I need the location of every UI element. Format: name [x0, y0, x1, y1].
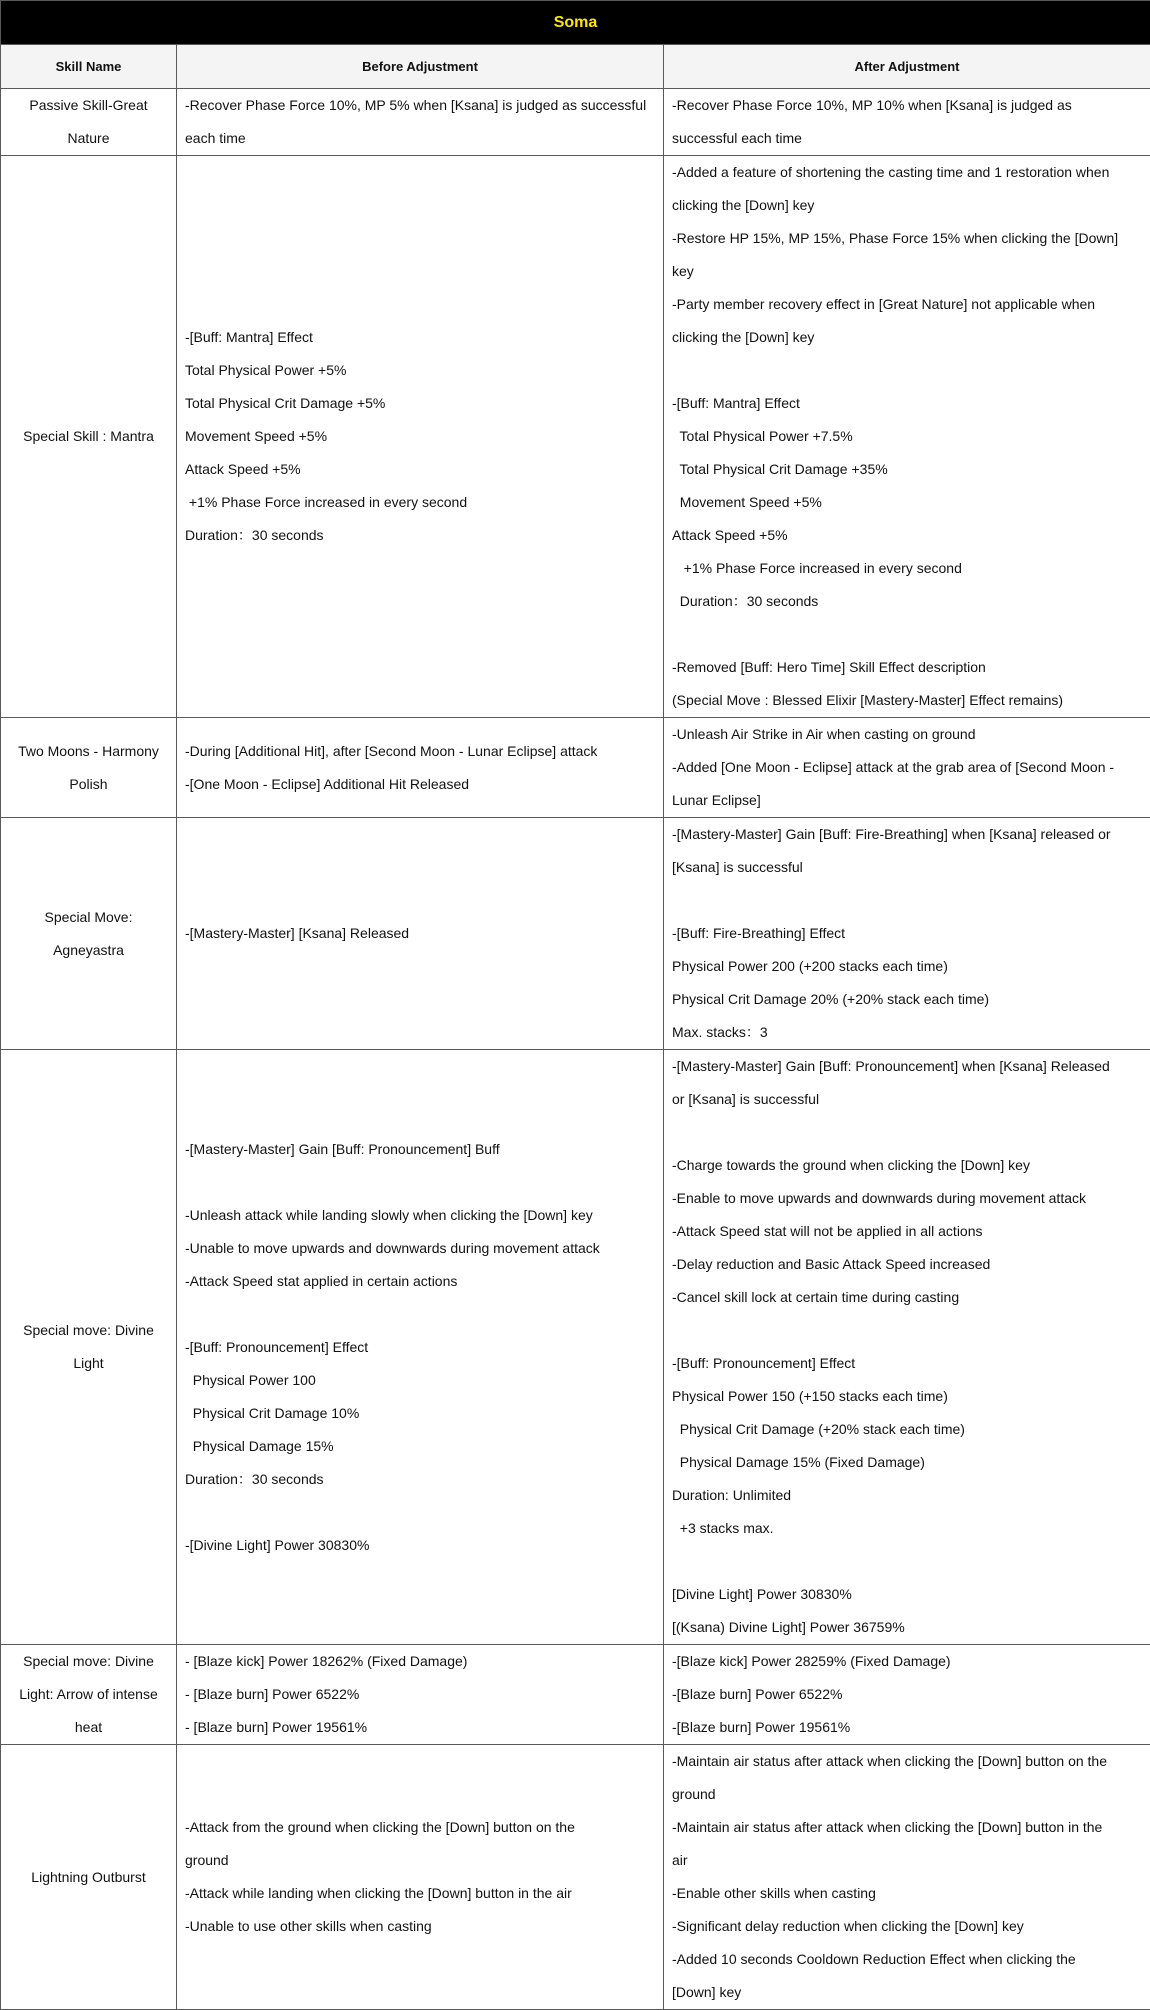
after-line: -[Blaze burn] Power 19561% [672, 1711, 1142, 1744]
table-row [1, 1050, 1150, 1645]
after-adjustment-cell [664, 89, 1150, 156]
before-line: Duration：30 seconds [185, 1463, 655, 1496]
after-line: Movement Speed +5% [672, 486, 1142, 519]
after-line: clicking the [Down] key [672, 189, 1142, 222]
skill-name-cell: Two Moons - Harmony Polish [1, 718, 177, 818]
before-line [185, 1298, 655, 1331]
before-line: Movement Speed +5% [185, 420, 655, 453]
after-line: [(Ksana) Divine Light] Power 36759% [672, 1611, 1142, 1644]
after-line [672, 618, 1142, 651]
after-adjustment-cell [664, 1050, 1150, 1645]
after-line: Total Physical Crit Damage +35% [672, 453, 1142, 486]
header-after-adjustment: After Adjustment [664, 45, 1150, 89]
skill-name-cell: Lightning Outburst [1, 1745, 177, 2010]
after-line [672, 354, 1142, 387]
after-line: -[Buff: Fire-Breathing] Effect [672, 917, 1142, 950]
table-row [1, 89, 1150, 156]
before-line: Physical Power 100 [185, 1364, 655, 1397]
before-line: Duration：30 seconds [185, 519, 655, 552]
before-line: Total Physical Crit Damage +5% [185, 387, 655, 420]
before-line: -Attack while landing when clicking the [Down] button in the air [185, 1877, 655, 1910]
after-line: or [Ksana] is successful [672, 1083, 1142, 1116]
skill-name-cell: Special Move: Agneyastra [1, 818, 177, 1050]
table-row [1, 1745, 1150, 2010]
after-line: -Enable to move upwards and downwards during movement attack [672, 1182, 1142, 1215]
before-line: -Attack from the ground when clicking the [Down] button on the [185, 1811, 655, 1844]
after-line: +1% Phase Force increased in every second [672, 552, 1142, 585]
after-line: key [672, 255, 1142, 288]
before-adjustment-cell [177, 1645, 664, 1745]
before-line: -Attack Speed stat applied in certain actions [185, 1265, 655, 1298]
after-line [672, 884, 1142, 917]
after-line: successful each time [672, 122, 1142, 155]
after-line [672, 1116, 1142, 1149]
before-adjustment-cell [177, 818, 664, 1050]
after-line: [Divine Light] Power 30830% [672, 1578, 1142, 1611]
table-row [1, 718, 1150, 818]
after-line: clicking the [Down] key [672, 321, 1142, 354]
after-line: Physical Damage 15% (Fixed Damage) [672, 1446, 1142, 1479]
before-line: each time [185, 122, 655, 155]
after-line: [Down] key [672, 1976, 1142, 2009]
after-line: -Added [One Moon - Eclipse] attack at the grab area of [Second Moon - [672, 751, 1142, 784]
after-line: Total Physical Power +7.5% [672, 420, 1142, 453]
before-line: -During [Additional Hit], after [Second Moon - Lunar Eclipse] attack [185, 735, 655, 768]
after-line: ground [672, 1778, 1142, 1811]
after-line: Duration: Unlimited [672, 1479, 1142, 1512]
after-adjustment-cell [664, 1645, 1150, 1745]
skill-rows [1, 89, 1150, 2010]
before-adjustment-cell [177, 89, 664, 156]
after-line: -Attack Speed stat will not be applied in all actions [672, 1215, 1142, 1248]
after-line: Physical Power 200 (+200 stacks each time) [672, 950, 1142, 983]
after-line: -Party member recovery effect in [Great Nature] not applicable when [672, 288, 1142, 321]
before-line: -[Mastery-Master] Gain [Buff: Pronouncement] Buff [185, 1133, 655, 1166]
after-line: -Charge towards the ground when clicking the [Down] key [672, 1149, 1142, 1182]
after-line: air [672, 1844, 1142, 1877]
skill-name-cell: Special Skill : Mantra [1, 156, 177, 718]
table-row [1, 156, 1150, 718]
title-row [1, 1, 1150, 45]
before-adjustment-cell [177, 1050, 664, 1645]
after-line: -Removed [Buff: Hero Time] Skill Effect description [672, 651, 1142, 684]
before-line: -Unable to move upwards and downwards during movement attack [185, 1232, 655, 1265]
after-line: -Added a feature of shortening the casting time and 1 restoration when [672, 156, 1142, 189]
before-line [185, 1496, 655, 1529]
after-line: Duration：30 seconds [672, 585, 1142, 618]
after-line: Attack Speed +5% [672, 519, 1142, 552]
after-line: -Unleash Air Strike in Air when casting on ground [672, 718, 1142, 751]
after-line: -Enable other skills when casting [672, 1877, 1142, 1910]
after-line: -Maintain air status after attack when clicking the [Down] button on the [672, 1745, 1142, 1778]
before-line: Physical Damage 15% [185, 1430, 655, 1463]
after-line: Max. stacks：3 [672, 1016, 1142, 1049]
before-line: -[Buff: Pronouncement] Effect [185, 1331, 655, 1364]
before-adjustment-cell [177, 156, 664, 718]
header-skill-name: Skill Name [1, 45, 177, 89]
before-line: -Unleash attack while landing slowly when clicking the [Down] key [185, 1199, 655, 1232]
header-before-adjustment: Before Adjustment [177, 45, 664, 89]
after-line: -[Buff: Mantra] Effect [672, 387, 1142, 420]
before-line: - [Blaze burn] Power 6522% [185, 1678, 655, 1711]
after-line: [Ksana] is successful [672, 851, 1142, 884]
before-line: ground [185, 1844, 655, 1877]
skill-name-cell: Passive Skill-Great Nature [1, 89, 177, 156]
after-line: -[Blaze kick] Power 28259% (Fixed Damage) [672, 1645, 1142, 1678]
after-line: -Restore HP 15%, MP 15%, Phase Force 15% when clicking the [Down] [672, 222, 1142, 255]
after-line: -[Buff: Pronouncement] Effect [672, 1347, 1142, 1380]
after-line: Physical Crit Damage 20% (+20% stack each time) [672, 983, 1142, 1016]
after-line: Physical Power 150 (+150 stacks each time) [672, 1380, 1142, 1413]
before-line: -[Divine Light] Power 30830% [185, 1529, 655, 1562]
after-line: -Delay reduction and Basic Attack Speed increased [672, 1248, 1142, 1281]
before-line: Physical Crit Damage 10% [185, 1397, 655, 1430]
before-line: Attack Speed +5% [185, 453, 655, 486]
before-line: -[Mastery-Master] [Ksana] Released [185, 917, 655, 950]
before-line: Total Physical Power +5% [185, 354, 655, 387]
after-adjustment-cell [664, 818, 1150, 1050]
after-adjustment-cell [664, 156, 1150, 718]
table-title: Soma [1, 1, 1150, 45]
after-line: (Special Move : Blessed Elixir [Mastery-Master] Effect remains) [672, 684, 1142, 717]
after-line: Lunar Eclipse] [672, 784, 1142, 817]
before-line: - [Blaze kick] Power 18262% (Fixed Damage) [185, 1645, 655, 1678]
after-line: -Added 10 seconds Cooldown Reduction Effect when clicking the [672, 1943, 1142, 1976]
header-row [1, 45, 1150, 89]
after-line: -[Mastery-Master] Gain [Buff: Fire-Breathing] when [Ksana] released or [672, 818, 1142, 851]
skill-name-cell: Special move: Divine Light: Arrow of intense heat [1, 1645, 177, 1745]
after-line [672, 1545, 1142, 1578]
skill-name-cell: Special move: Divine Light [1, 1050, 177, 1645]
after-line: -Cancel skill lock at certain time during casting [672, 1281, 1142, 1314]
after-line: +3 stacks max. [672, 1512, 1142, 1545]
after-adjustment-cell [664, 718, 1150, 818]
after-adjustment-cell [664, 1745, 1150, 2010]
before-line: -[Buff: Mantra] Effect [185, 321, 655, 354]
after-line [672, 1314, 1142, 1347]
after-line: -[Blaze burn] Power 6522% [672, 1678, 1142, 1711]
after-line: -Maintain air status after attack when clicking the [Down] button in the [672, 1811, 1142, 1844]
table-row [1, 1645, 1150, 1745]
after-line: -[Mastery-Master] Gain [Buff: Pronouncement] when [Ksana] Released [672, 1050, 1142, 1083]
table-row [1, 818, 1150, 1050]
after-line: -Significant delay reduction when clicking the [Down] key [672, 1910, 1142, 1943]
before-line: - [Blaze burn] Power 19561% [185, 1711, 655, 1744]
before-adjustment-cell [177, 1745, 664, 2010]
before-line: -[One Moon - Eclipse] Additional Hit Released [185, 768, 655, 801]
after-line: -Recover Phase Force 10%, MP 10% when [Ksana] is judged as [672, 89, 1142, 122]
before-line: +1% Phase Force increased in every second [185, 486, 655, 519]
before-line: -Recover Phase Force 10%, MP 5% when [Ksana] is judged as successful [185, 89, 655, 122]
before-line [185, 1166, 655, 1199]
before-adjustment-cell [177, 718, 664, 818]
after-line: Physical Crit Damage (+20% stack each time) [672, 1413, 1142, 1446]
before-line: -Unable to use other skills when casting [185, 1910, 655, 1943]
